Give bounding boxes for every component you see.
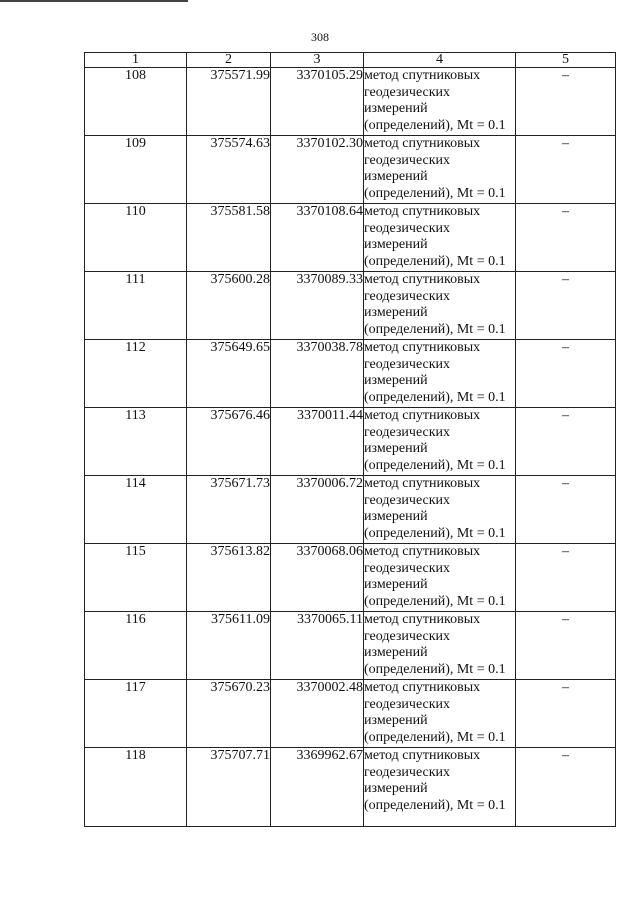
table-row: [85, 272, 616, 340]
coordinates-table: [84, 52, 616, 827]
method-cell: метод спутниковых геодезических измерений (определений), Mt = 0.1: [364, 68, 516, 136]
y-coordinate-cell: 3370105.29: [271, 68, 364, 136]
method-cell: метод спутниковых геодезических измерений (определений), Mt = 0.1: [364, 544, 516, 612]
header-cell-1: 1: [85, 53, 187, 68]
note-cell: –: [516, 204, 616, 272]
y-coordinate-cell: 3370011.44: [271, 408, 364, 476]
table-row: [85, 680, 616, 748]
point-number-cell: 111: [85, 272, 187, 340]
table-row: [85, 136, 616, 204]
y-coordinate-cell: 3370002.48: [271, 680, 364, 748]
x-coordinate-cell: 375600.28: [187, 272, 271, 340]
note-cell: –: [516, 680, 616, 748]
method-cell: метод спутниковых геодезических измерений (определений), Mt = 0.1: [364, 136, 516, 204]
y-coordinate-cell: 3369962.67: [271, 748, 364, 827]
y-coordinate-cell: 3370108.64: [271, 204, 364, 272]
table-row: [85, 476, 616, 544]
header-cell-4: 4: [364, 53, 516, 68]
x-coordinate-cell: 375611.09: [187, 612, 271, 680]
table-row: [85, 68, 616, 136]
table-row: [85, 204, 616, 272]
y-coordinate-cell: 3370006.72: [271, 476, 364, 544]
table-row: [85, 408, 616, 476]
y-coordinate-cell: 3370068.06: [271, 544, 364, 612]
point-number-cell: 114: [85, 476, 187, 544]
point-number-cell: 108: [85, 68, 187, 136]
x-coordinate-cell: 375613.82: [187, 544, 271, 612]
method-cell: метод спутниковых геодезических измерений (определений), Mt = 0.1: [364, 408, 516, 476]
y-coordinate-cell: 3370065.11: [271, 612, 364, 680]
x-coordinate-cell: 375670.23: [187, 680, 271, 748]
note-cell: –: [516, 476, 616, 544]
table-body: [85, 68, 616, 827]
point-number-cell: 112: [85, 340, 187, 408]
header-cell-2: 2: [187, 53, 271, 68]
header-cell-3: 3: [271, 53, 364, 68]
y-coordinate-cell: 3370089.33: [271, 272, 364, 340]
method-cell: метод спутниковых геодезических измерений (определений), Mt = 0.1: [364, 748, 516, 827]
note-cell: –: [516, 136, 616, 204]
y-coordinate-cell: 3370102.30: [271, 136, 364, 204]
page-number: 308: [311, 30, 329, 44]
note-cell: –: [516, 748, 616, 827]
x-coordinate-cell: 375649.65: [187, 340, 271, 408]
point-number-cell: 109: [85, 136, 187, 204]
method-cell: метод спутниковых геодезических измерений (определений), Mt = 0.1: [364, 340, 516, 408]
note-cell: –: [516, 408, 616, 476]
note-cell: –: [516, 544, 616, 612]
method-cell: метод спутниковых геодезических измерений (определений), Mt = 0.1: [364, 476, 516, 544]
point-number-cell: 117: [85, 680, 187, 748]
note-cell: –: [516, 272, 616, 340]
method-cell: метод спутниковых геодезических измерений (определений), Mt = 0.1: [364, 204, 516, 272]
x-coordinate-cell: 375671.73: [187, 476, 271, 544]
table-row: [85, 340, 616, 408]
x-coordinate-cell: 375571.99: [187, 68, 271, 136]
note-cell: –: [516, 340, 616, 408]
header-row: [85, 53, 616, 68]
point-number-cell: 116: [85, 612, 187, 680]
method-cell: метод спутниковых геодезических измерений (определений), Mt = 0.1: [364, 272, 516, 340]
method-cell: метод спутниковых геодезических измерений (определений), Mt = 0.1: [364, 612, 516, 680]
method-cell: метод спутниковых геодезических измерений (определений), Mt = 0.1: [364, 680, 516, 748]
table-row: [85, 748, 616, 827]
note-cell: –: [516, 68, 616, 136]
x-coordinate-cell: 375676.46: [187, 408, 271, 476]
point-number-cell: 110: [85, 204, 187, 272]
y-coordinate-cell: 3370038.78: [271, 340, 364, 408]
table-row: [85, 544, 616, 612]
note-cell: –: [516, 612, 616, 680]
point-number-cell: 118: [85, 748, 187, 827]
x-coordinate-cell: 375574.63: [187, 136, 271, 204]
point-number-cell: 113: [85, 408, 187, 476]
top-rule: [0, 0, 188, 2]
x-coordinate-cell: 375707.71: [187, 748, 271, 827]
table-row: [85, 612, 616, 680]
point-number-cell: 115: [85, 544, 187, 612]
x-coordinate-cell: 375581.58: [187, 204, 271, 272]
header-cell-5: 5: [516, 53, 616, 68]
